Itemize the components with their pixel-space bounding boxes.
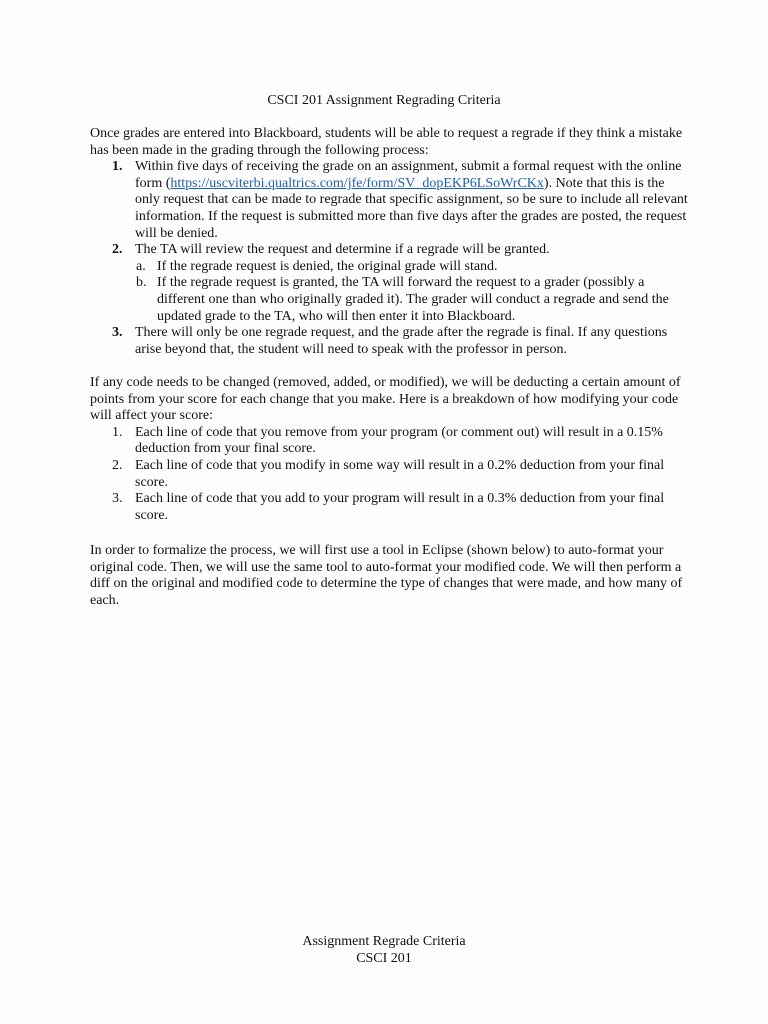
deduction-intro-paragraph: If any code needs to be changed (removed, added, or modified), we will be deducting a certain amount of points from your score for each change that you make. Here is a breakdown of how modifying your code will affect your score: (90, 375, 681, 424)
process-step-3 (90, 325, 690, 358)
document-title: CSCI 201 Assignment Regrading Criteria (267, 93, 501, 108)
intro-paragraph: Once grades are entered into Blackboard, students will be able to request a regrade if they think a mistake has been made in the grading through the following process: (90, 126, 683, 158)
formatting-paragraph: In order to formalize the process, we will first use a tool in Eclipse (shown below) to auto-format your original code. Then, we will use the same tool to auto-format your modified code. We will then perform a diff on the original and modified code to determine the type of changes that were made, and how many of each. (90, 543, 683, 608)
regrade-process-section (90, 126, 690, 358)
substep-text: If the regrade request is denied, the original grade will stand. (157, 258, 498, 274)
deduction-section (90, 375, 690, 524)
item-number: 3. (112, 491, 123, 507)
process-step-2 (90, 242, 690, 259)
step-text-before-link: Within five days of receiving the grade on an assignment, submit a formal request with the online form ( (135, 159, 682, 191)
step-number: 1. (112, 159, 123, 175)
footer-course: CSCI 201 (356, 951, 412, 966)
substep-letter: a. (136, 258, 146, 274)
step-text: There will only be one regrade request, and the grade after the regrade is final. If any questions arise beyond that, the student will need to speak with the professor in person. (135, 325, 668, 357)
item-text: Each line of code that you modify in some way will result in a 0.2% deduction from your final score. (135, 457, 665, 490)
step-number: 3. (112, 325, 123, 341)
process-substep-b (90, 275, 690, 325)
process-substep-a (90, 259, 690, 276)
step-text: The TA will review the request and determine if a regrade will be granted. (135, 242, 550, 258)
deduction-item-modify (90, 458, 690, 491)
item-number: 2. (112, 457, 123, 473)
substep-letter: b. (136, 275, 147, 291)
step-text-after-link: ). Note that this is the only request that can be made to regrade that specific assignment, so be sure to include all relevant information. If the request is submitted more than five days after the grades are posted, the request will be denied. (135, 175, 688, 241)
item-text: Each line of code that you add to your program will result in a 0.3% deduction from your final score. (135, 491, 665, 523)
footer-title: Assignment Regrade Criteria (302, 934, 466, 949)
regrade-form-link[interactable]: https://uscviterbi.qualtrics.com/jfe/form/SV_dopEKP6LSoWrCKx (170, 175, 544, 191)
step-number: 2. (112, 242, 123, 258)
item-number: 1. (112, 424, 123, 440)
substep-text: If the regrade request is granted, the TA will forward the request to a grader (possibly a different one than who originally graded it). The grader will conduct a regrade and send the updated grade to the TA, who will then enter it into Blackboard. (157, 275, 669, 324)
item-text: Each line of code that you remove from your program (or comment out) will result in a 0.15% deduction from your final score. (135, 424, 663, 457)
deduction-item-add (90, 491, 690, 524)
deduction-item-remove (90, 425, 690, 458)
process-step-1 (90, 159, 690, 242)
page-footer (0, 933, 768, 967)
